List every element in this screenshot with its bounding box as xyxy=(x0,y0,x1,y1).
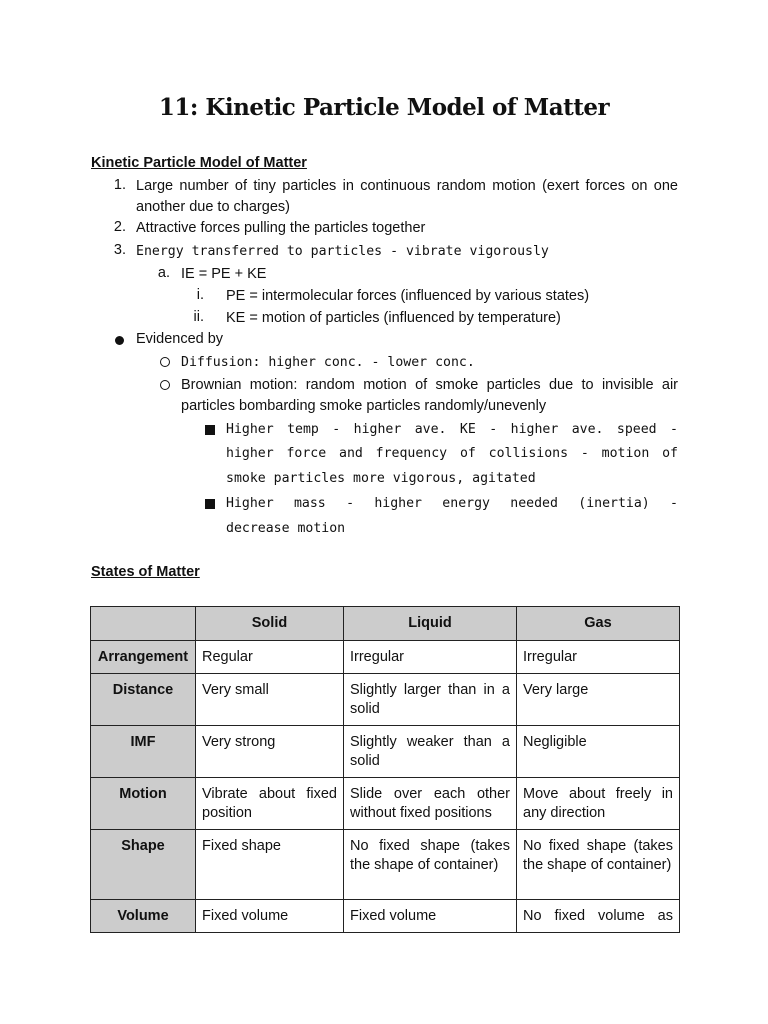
table-row xyxy=(91,830,680,900)
table-cell: Move about freely in any direction xyxy=(517,778,680,830)
table-header-row xyxy=(91,607,680,641)
bullet-square-icon xyxy=(205,425,215,435)
temp-line-1: Higher temp - higher ave. KE - higher ave. speed - xyxy=(226,422,678,437)
table-header-cell xyxy=(91,607,196,641)
evidenced-by: Evidenced by xyxy=(136,331,224,347)
table-cell: Fixed shape xyxy=(196,830,344,900)
table-cell: Fixed volume xyxy=(344,900,517,933)
table-cell: Slide over each other without fixed positions xyxy=(344,778,517,830)
table-cell: Fixed volume xyxy=(196,900,344,933)
temp-line-2: higher force and frequency of collisions - motion of xyxy=(226,446,678,461)
mass-line-1: Higher mass - higher energy needed (inertia) - xyxy=(226,496,678,511)
table-row xyxy=(91,778,680,830)
sub-marker-a: a. xyxy=(157,265,170,281)
table-header-cell: Liquid xyxy=(344,607,517,641)
table-cell: Very large xyxy=(517,674,680,726)
table-cell: Slightly weaker than a solid xyxy=(344,726,517,778)
bullet-dot-icon xyxy=(115,336,124,345)
temp-line-3: smoke particles more vigorous, agitated xyxy=(226,471,536,486)
table-row xyxy=(91,674,680,726)
row-label: Arrangement xyxy=(91,641,196,674)
table-header-cell: Solid xyxy=(196,607,344,641)
list-item-1-line-2: another due to charges) xyxy=(136,199,290,215)
table-cell: Regular xyxy=(196,641,344,674)
page-title: 11: Kinetic Particle Model of Matter xyxy=(158,94,610,121)
section-heading-kinetic-model: Kinetic Particle Model of Matter xyxy=(91,155,307,171)
row-label: Distance xyxy=(91,674,196,726)
row-label: Shape xyxy=(91,830,196,900)
table-cell: Vibrate about fixed position xyxy=(196,778,344,830)
sub-marker-i: i. xyxy=(196,287,204,303)
bullet-circle-icon xyxy=(160,357,170,367)
table-cell: Irregular xyxy=(344,641,517,674)
brownian-line-1: Brownian motion: random motion of smoke particles due to invisible air xyxy=(181,377,678,393)
list-marker-1: 1. xyxy=(113,177,126,193)
table-header-cell: Gas xyxy=(517,607,680,641)
table-cell: Slightly larger than in a solid xyxy=(344,674,517,726)
table-row xyxy=(91,641,680,674)
sub-marker-ii: ii. xyxy=(193,309,204,325)
row-label: IMF xyxy=(91,726,196,778)
table-cell: No fixed shape (takes the shape of container) xyxy=(344,830,517,900)
sub-item-i: PE = intermolecular forces (influenced by various states) xyxy=(226,288,590,304)
list-item-3: Energy transferred to particles - vibrate vigorously xyxy=(136,244,549,259)
row-label: Motion xyxy=(91,778,196,830)
bullet-square-icon xyxy=(205,499,215,509)
list-marker-3: 3. xyxy=(113,242,126,258)
brownian-line-2: particles bombarding smoke particles randomly/unevenly xyxy=(181,398,547,414)
list-item-1-line-1: Large number of tiny particles in continuous random motion (exert forces on one xyxy=(136,178,678,194)
table-cell: Irregular xyxy=(517,641,680,674)
bullet-circle-icon xyxy=(160,380,170,390)
table-cell: Very strong xyxy=(196,726,344,778)
table-row xyxy=(91,900,680,933)
list-marker-2: 2. xyxy=(113,219,126,235)
mass-line-2: decrease motion xyxy=(226,521,346,536)
states-of-matter-table xyxy=(90,606,680,933)
sub-item-ii: KE = motion of particles (influenced by temperature) xyxy=(226,310,561,326)
table-row xyxy=(91,726,680,778)
diffusion-item: Diffusion: higher conc. - lower conc. xyxy=(181,355,475,370)
table-cell: Very small xyxy=(196,674,344,726)
section-heading-states: States of Matter xyxy=(91,564,200,580)
sub-item-a: IE = PE + KE xyxy=(181,266,267,282)
table-cell: No fixed volume as xyxy=(517,900,680,933)
table-cell: Negligible xyxy=(517,726,680,778)
table-cell: No fixed shape (takes the shape of container) xyxy=(517,830,680,900)
list-item-2: Attractive forces pulling the particles together xyxy=(136,220,426,236)
row-label: Volume xyxy=(91,900,196,933)
